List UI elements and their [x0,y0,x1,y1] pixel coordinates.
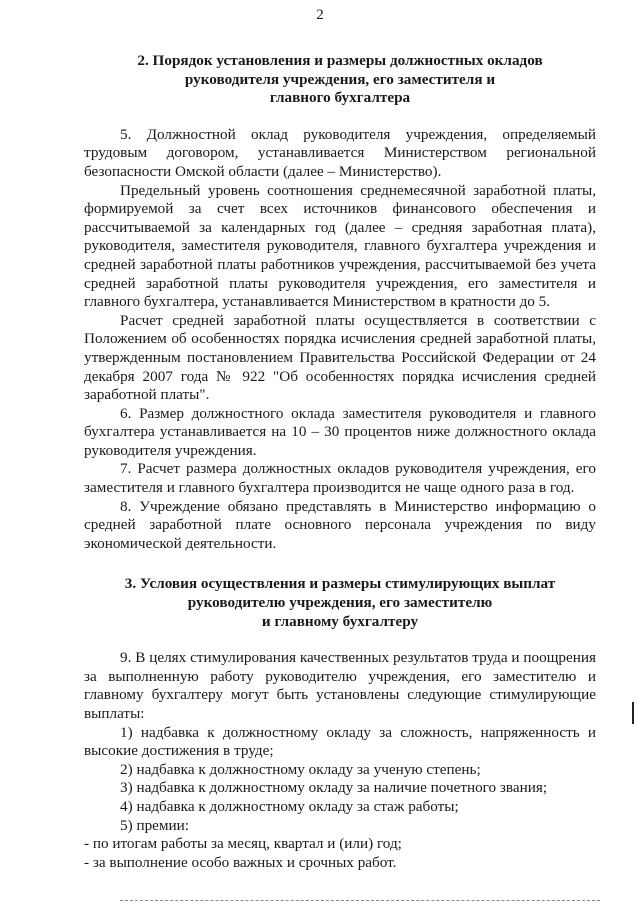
heading-line: главного бухгалтера [269,89,411,107]
dash-item: - за выполнение особо важных и срочных работ. [84,853,397,871]
list-item: 2) надбавка к должностному окладу за ученую степень; [120,760,481,778]
heading-line: 3. Условия осуществления и размеры стимулирующих выплат [124,575,556,593]
section-3-heading [84,575,596,631]
dash-item: - по итогам работы за месяц, квартал и (или) год; [84,835,402,853]
section-2-heading [84,52,596,108]
page-number: 2 [316,7,324,23]
paragraph-salary-ratio: Предельный уровень соотношения среднемесячной заработной платы, формируемой за счет всех источников финансового обеспечения и рассчитываемой за календарных год (далее – средняя заработная плата), руководителя, заместителя руководителя, главного бухгалтера учреждения и средней заработной платы работников учреждения, рассчитываемой без учета средней заработной платы руководителя учреждения, его заместителя и главного бухгалтера, устанавливается Министерством в кратности до 5. [84,181,596,311]
scan-edge-line [120,900,600,902]
paragraph-7: 7. Расчет размера должностных окладов руководителя учреждения, его заместителя и главного бухгалтера производится не чаще одного раза в год. [84,460,596,497]
paragraph-9: 9. В целях стимулирования качественных результатов труда и поощрения за выполненную работу руководителю учреждения, его заместителю и главному бухгалтеру могут быть установлены следующие стимулирующие выплаты: [84,649,596,722]
list-item: 3) надбавка к должностному окладу за наличие почетного звания; [120,779,548,797]
list-item: 5) премии: [120,816,189,834]
heading-line: руководителю учреждения, его заместителю [187,594,493,612]
paragraph-8: 8. Учреждение обязано представлять в Министерство информацию о средней заработной плате основного персонала учреждения по виду экономической деятельности. [84,497,596,552]
paragraph-5: 5. Должностной оклад руководителя учреждения, определяемый трудовым договором, устанавливается Министерством региональной безопасности Омской области (далее – Министерство). [84,125,596,180]
paragraph-6: 6. Размер должностного оклада заместителя руководителя и главного бухгалтера устанавливается на 10 – 30 процентов ниже должностного оклада руководителя учреждения. [84,404,596,459]
paragraph-salary-calculation: Расчет средней заработной платы осуществляется в соответствии с Положением об особенностях порядка исчисления средней заработной платы, утвержденным постановлением Правительства Российской Федерации от 24 декабря 2007 года № 922 "Об особенностях порядка исчисления средней заработной платы". [84,311,596,404]
list-item: 4) надбавка к должностному окладу за стаж работы; [120,797,459,815]
list-item: 1) надбавка к должностному окладу за сложность, напряженность и высокие достижения в труде; [84,723,596,760]
heading-line: и главному бухгалтеру [261,612,419,630]
heading-line: руководителя учреждения, его заместителя и [184,70,496,88]
margin-mark [632,702,634,724]
heading-line: 2. Порядок установления и размеры должностных окладов [137,52,543,69]
document-body [84,52,596,872]
